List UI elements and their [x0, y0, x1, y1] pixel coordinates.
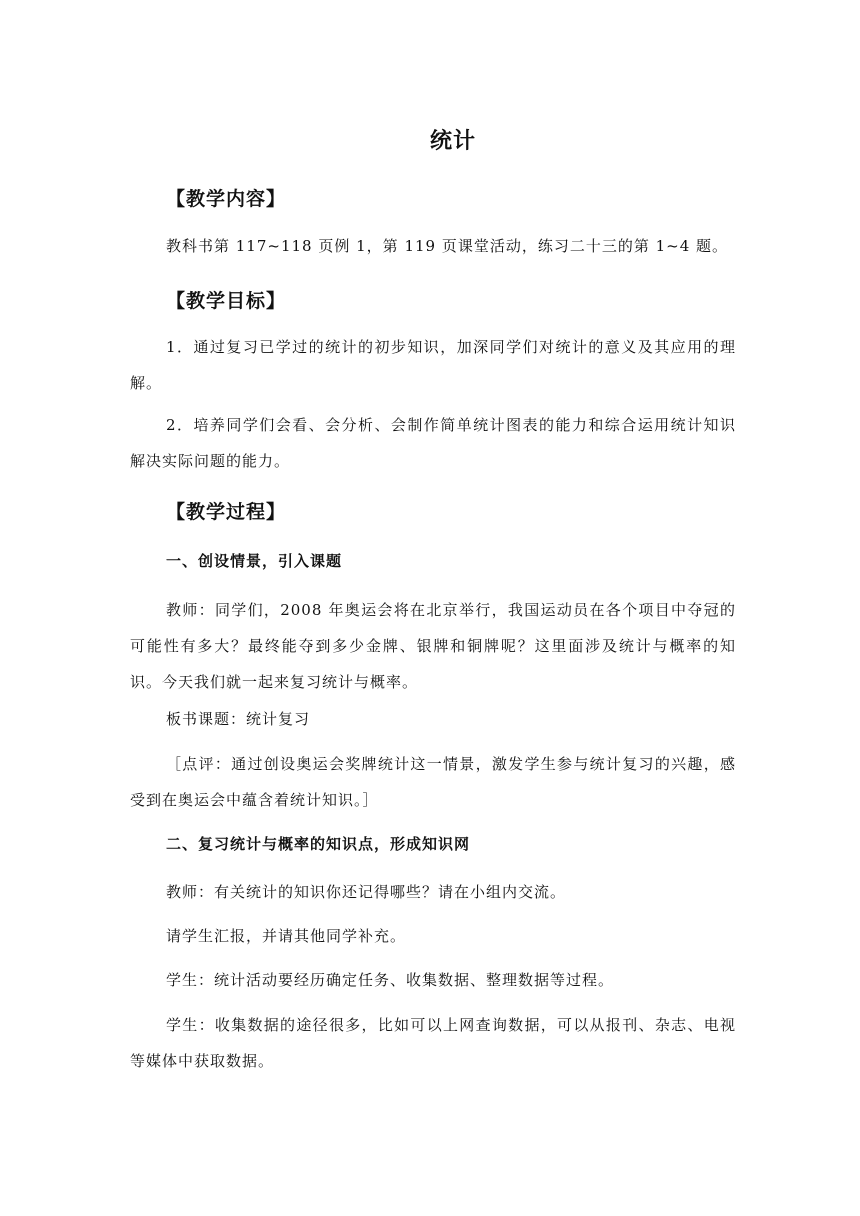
- paragraph-step1-teacher: 教师：同学们，2008 年奥运会将在北京举行，我国运动员在各个项目中夺冠的可能性有多大？最终能夺到多少金牌、银牌和铜牌呢？这里面涉及统计与概率的知识。今天我们就一起来复习统计与概率。: [130, 601, 736, 691]
- paragraph-step2-teacher: 教师：有关统计的知识你还记得哪些？请在小组内交流。: [166, 883, 567, 901]
- heading-teaching-goals: 【教学目标】: [166, 290, 287, 312]
- paragraph-step2-student-1: 学生：统计活动要经历确定任务、收集数据、整理数据等过程。: [166, 971, 615, 989]
- paragraph-step1-comment: ［点评：通过创设奥运会奖牌统计这一情景，激发学生参与统计复习的兴趣，感受到在奥运会中蕴含着统计知识。］: [130, 755, 736, 809]
- heading-teaching-process: 【教学过程】: [166, 501, 287, 523]
- paragraph-step2-report: 请学生汇报，并请其他同学补充。: [166, 927, 407, 945]
- paragraph-goal-1: 1．通过复习已学过的统计的初步知识，加深同学们对统计的意义及其应用的理解。: [130, 338, 736, 392]
- paragraph-content: 教科书第 117~118 页例 1，第 119 页课堂活动，练习二十三的第 1~4 题。: [166, 237, 729, 255]
- paragraph-step2-student-2: 学生：收集数据的途径很多，比如可以上网查询数据，可以从报刊、杂志、电视等媒体中获取数据。: [130, 1016, 736, 1070]
- paragraph-step1-board: 板书课题：统计复习: [166, 710, 311, 728]
- subheading-step-2: 二、复习统计与概率的知识点，形成知识网: [166, 835, 471, 853]
- page-title: 统计: [429, 129, 476, 154]
- heading-teaching-content: 【教学内容】: [166, 188, 287, 210]
- paragraph-goal-2: 2．培养同学们会看、会分析、会制作简单统计图表的能力和综合运用统计知识解决实际问题的能力。: [130, 416, 736, 470]
- subheading-step-1: 一、创设情景，引入课题: [166, 552, 343, 570]
